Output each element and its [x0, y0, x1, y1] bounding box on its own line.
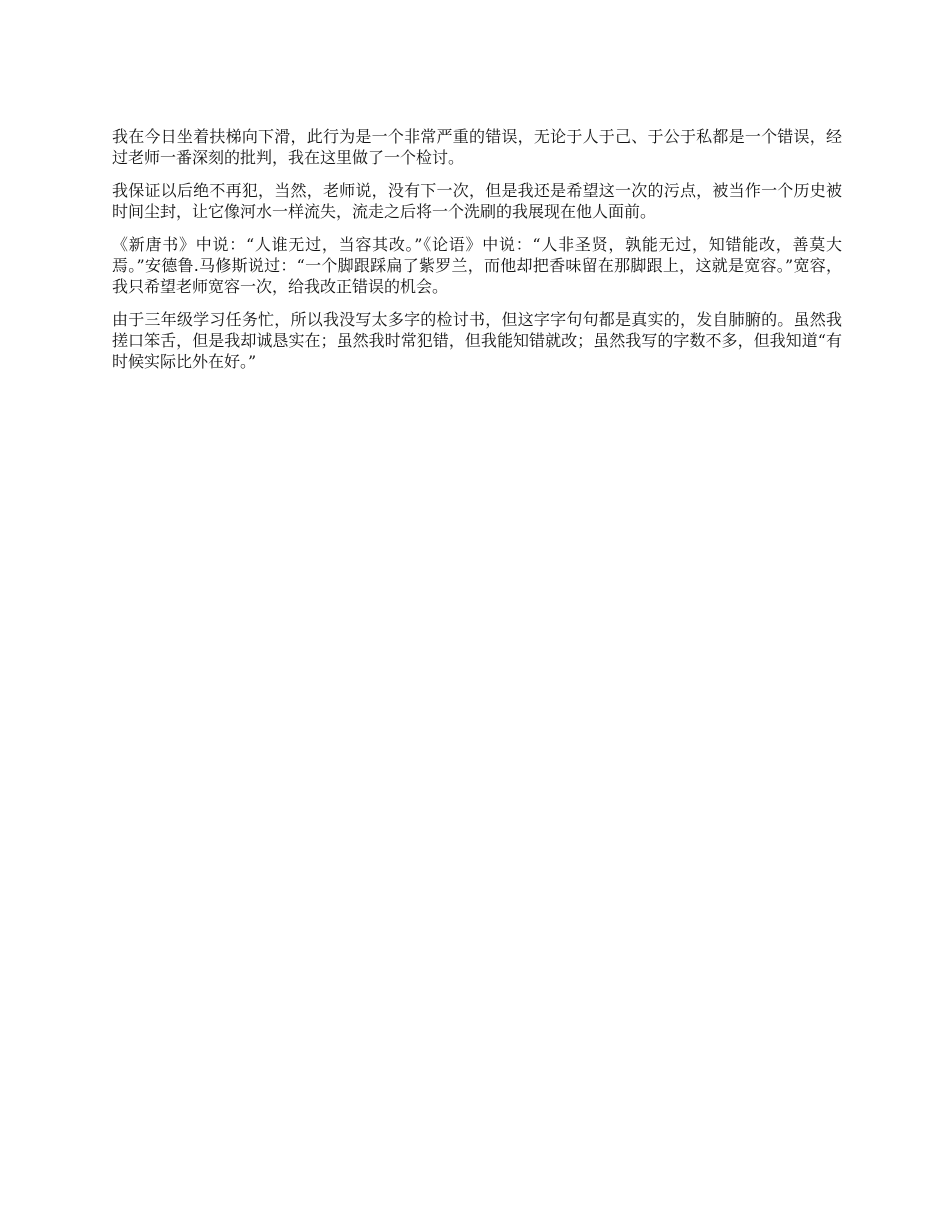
document-body: [112, 126, 842, 384]
paragraph-1: 我在今日坐着扶梯向下滑，此行为是一个非常严重的错误，无论于人于己、于公于私都是一个错误，经过老师一番深刻的批判，我在这里做了一个检讨。: [112, 127, 842, 167]
paragraph-2: 我保证以后绝不再犯，当然，老师说，没有下一次，但是我还是希望这一次的污点，被当作一个历史被时间尘封，让它像河水一样流失，流走之后将一个洗刷的我展现在他人面前。: [112, 181, 842, 221]
paragraph-3: 《新唐书》中说：“人谁无过，当容其改。”《论语》中说：“人非圣贤，孰能无过，知错能改，善莫大焉。”安德鲁.马修斯说过：“一个脚跟踩扁了紫罗兰，而他却把香味留在那脚跟上，这就是宽容。”宽容，我只希望老师宽容一次，给我改正错误的机会。: [112, 235, 842, 296]
paragraph-4: 由于三年级学习任务忙，所以我没写太多字的检讨书，但这字字句句都是真实的，发自肺腑的。虽然我搓口笨舌，但是我却诚恳实在；虽然我时常犯错，但我能知错就改；虽然我写的字数不多，但我知道“有时候实际比外在好。”: [112, 310, 842, 371]
